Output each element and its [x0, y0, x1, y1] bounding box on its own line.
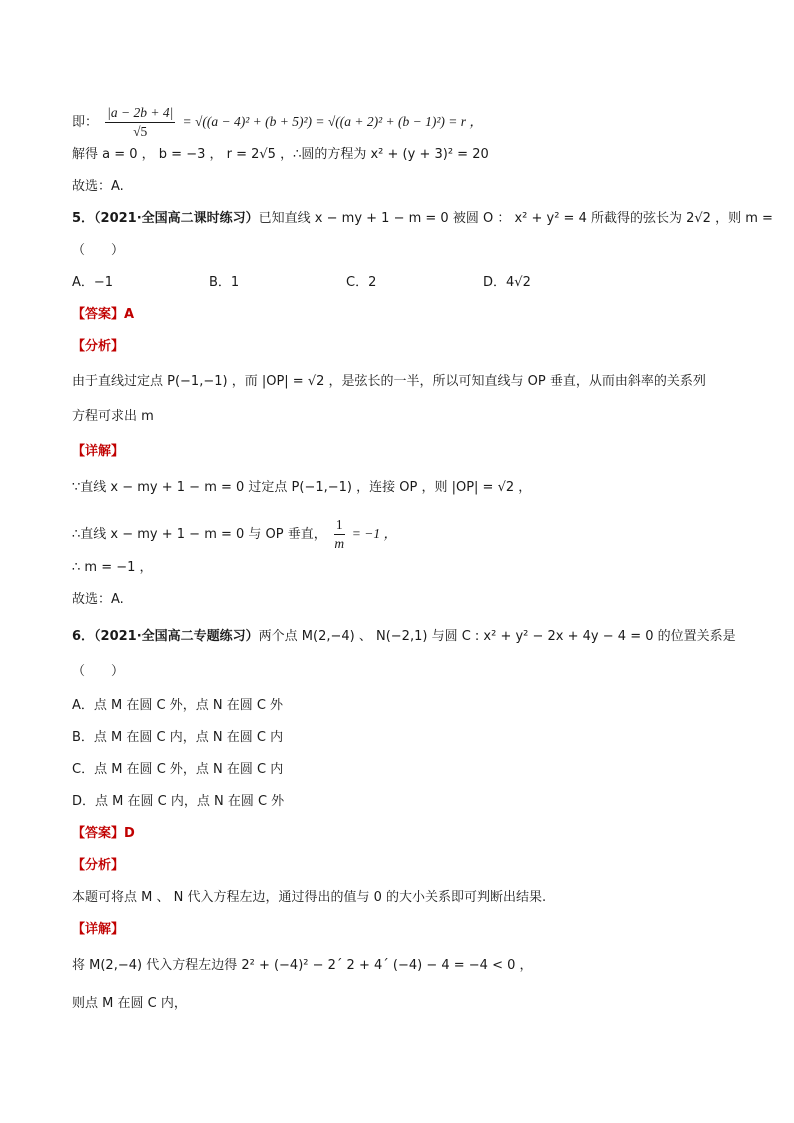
- line-prefix: 即：: [72, 115, 99, 130]
- q6-stem-paren: （ ）: [72, 664, 125, 679]
- q5-analysis-2: 方程可求出 m: [72, 409, 154, 424]
- q5-choose: 故选：A.: [72, 592, 124, 607]
- q5-answer: 【答案】A: [72, 307, 135, 322]
- fraction: [105, 104, 175, 141]
- q5-detail-2-text: ∴直线 x − my + 1 − m = 0 与 OP 垂直，: [72, 527, 327, 542]
- q5-detail-2-rest: = −1 ，: [351, 526, 398, 541]
- q6-detail-1: 将 M(2,−4) 代入方程左边得 2² + (−4)² − 2´ 2 + 4´ (−4) − 4 = −4 < 0 ，: [72, 958, 533, 973]
- q6-option-d: D．点 M 在圆 C 内，点 N 在圆 C 外: [72, 794, 285, 809]
- q5-detail-label: 【详解】: [72, 444, 125, 459]
- q6-option-c: C．点 M 在圆 C 外，点 N 在圆 C 内: [72, 762, 284, 777]
- q5-detail-2: [72, 516, 734, 553]
- q5-option-d: D．4√2: [483, 275, 531, 290]
- equation-line: [72, 104, 734, 141]
- q6-analysis-label: 【分析】: [72, 858, 125, 873]
- q5-option-b: B．1: [209, 275, 240, 290]
- q6-option-a: A．点 M 在圆 C 外，点 N 在圆 C 外: [72, 698, 284, 713]
- q6-answer: 【答案】D: [72, 826, 135, 841]
- solve-line: 解得 a = 0 ， b = −3 ， r = 2√5 ，∴圆的方程为 x² + (y + 3)² = 20: [72, 147, 489, 162]
- q6-stem: [72, 627, 734, 647]
- q5-option-c: C．2: [346, 275, 377, 290]
- q6-stem-text: 两个点 M(2,−4) 、 N(−2,1) 与圆 C : x² + y² − 2x + 4y − 4 = 0 的位置关系是: [258, 629, 736, 644]
- q5-option-a: A．−1: [72, 275, 114, 290]
- q5-source: 5．（2021·全国高二课时练习）: [72, 211, 259, 226]
- fraction: [334, 516, 345, 553]
- fraction-denominator: m: [334, 536, 345, 551]
- q6-analysis-1: 本题可将点 M 、 N 代入方程左边，通过得出的值与 0 的大小关系即可判断出结果.: [72, 890, 547, 905]
- q6-detail-2: 则点 M 在圆 C 内，: [72, 996, 187, 1011]
- fraction-numerator: 1: [334, 516, 345, 535]
- q5-detail-3: ∴ m = −1 ，: [72, 560, 153, 575]
- q6-detail-label: 【详解】: [72, 922, 125, 937]
- q5-stem-text: 已知直线 x − my + 1 − m = 0 被圆 O ： x² + y² = 4 所截得的弦长为 2√2 ，则 m =: [258, 211, 773, 226]
- q5-analysis-1: 由于直线过定点 P(−1,−1) ，而 |OP| = √2 ，是弦长的一半，所以可知直线与 OP 垂直，从而由斜率的关系列: [72, 374, 706, 389]
- fraction-denominator: √5: [133, 124, 148, 139]
- q5-stem: [72, 209, 773, 229]
- q6-source: 6．（2021·全国高二专题练习）: [72, 629, 259, 644]
- q5-analysis-label: 【分析】: [72, 339, 125, 354]
- q5-options: [72, 273, 734, 293]
- q5-stem-paren: （ ）: [72, 243, 125, 258]
- fraction-numerator: |a − 2b + 4|: [105, 104, 175, 123]
- q6-option-b: B．点 M 在圆 C 内，点 N 在圆 C 内: [72, 730, 284, 745]
- equation-rest: = √((a − 4)² + (b + 5)²) = √((a + 2)² + (b − 1)²) = r ，: [182, 114, 483, 129]
- choose-line: 故选：A.: [72, 179, 124, 194]
- q5-detail-1: ∵直线 x − my + 1 − m = 0 过定点 P(−1,−1) ，连接 OP ，则 |OP| = √2 ，: [72, 480, 532, 495]
